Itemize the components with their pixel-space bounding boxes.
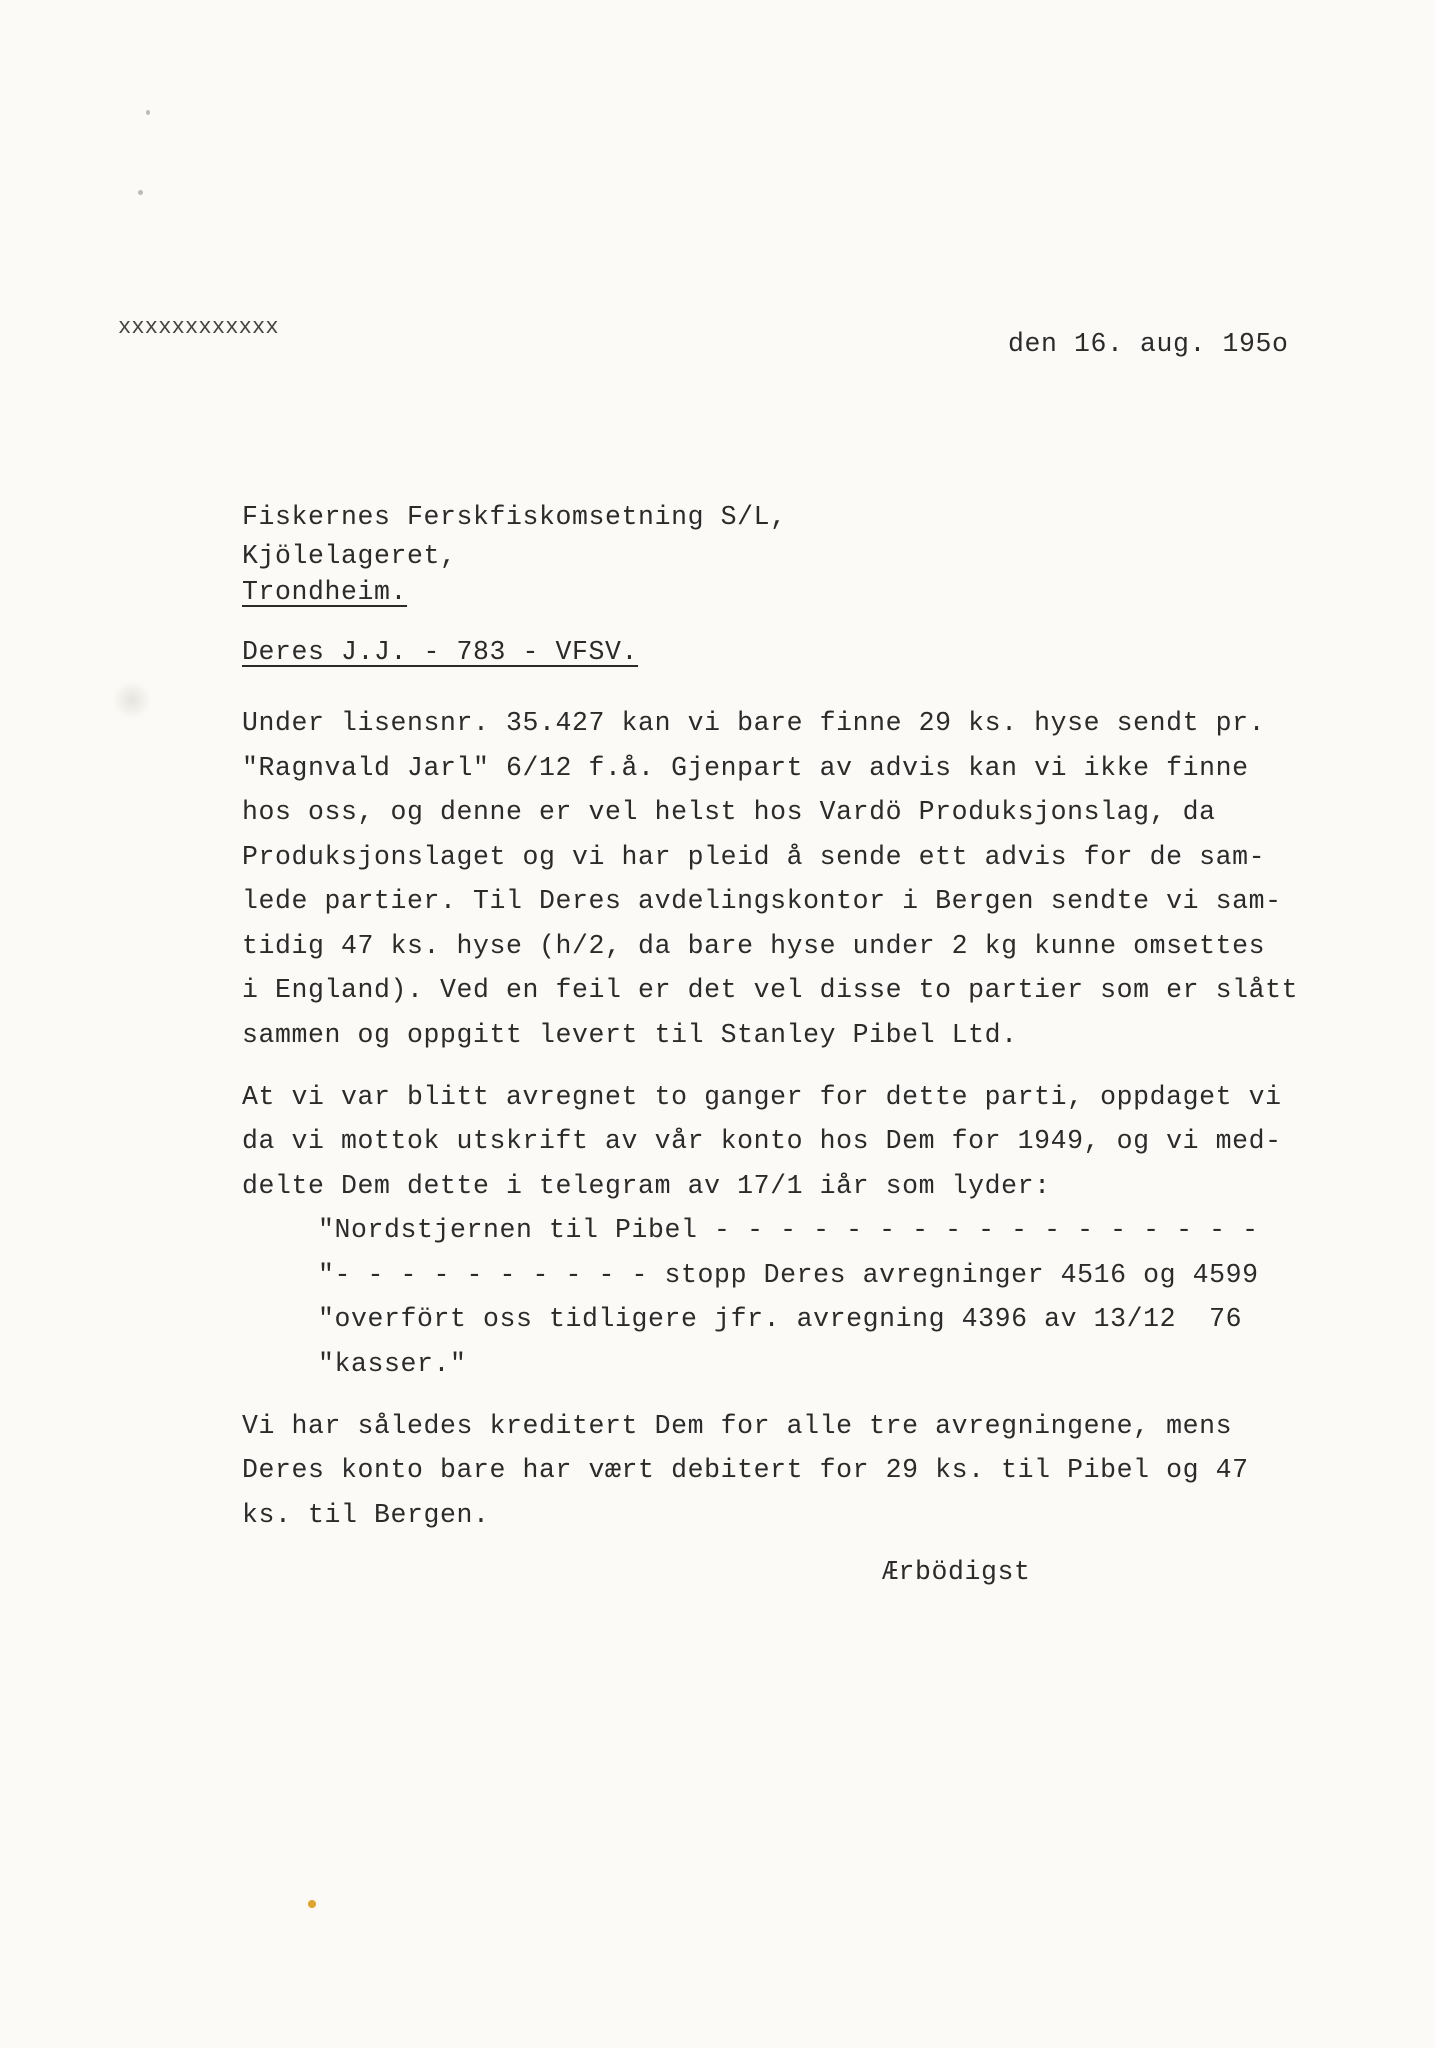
letter-date: den 16. aug. 195o [1008, 329, 1289, 359]
paragraph-3-line: Deres konto bare har vært debitert for 29 ks. til Pibel og 47 [242, 1455, 1249, 1485]
paragraph-1-line: tidig 47 ks. hyse (h/2, da bare hyse under 2 kg kunne omsettes [242, 931, 1266, 961]
paper-speck [138, 190, 143, 195]
paragraph-2-line: da vi mottok utskrift av vår konto hos Dem for 1949, og vi med- [242, 1126, 1282, 1156]
paragraph-2-line: At vi var blitt avregnet to ganger for dette parti, oppdaget vi [242, 1082, 1282, 1112]
telegram-line: "Nordstjernen til Pibel - - - - - - - - - - - - - - - - - [318, 1215, 1259, 1245]
telegram-line: "overfört oss tidligere jfr. avregning 4396 av 13/12 76 [318, 1304, 1243, 1334]
ink-dot [308, 1900, 316, 1908]
paragraph-1-line: Under lisensnr. 35.427 kan vi bare finne 29 ks. hyse sendt pr. [242, 708, 1266, 738]
recipient-name: Fiskernes Ferskfiskomsetning S/L, [242, 502, 787, 532]
closing-salutation: Ærbödigst [882, 1557, 1031, 1587]
paragraph-1-line: hos oss, og denne er vel helst hos Vardö Produksjonslag, da [242, 797, 1216, 827]
paragraph-2-line: delte Dem dette i telegram av 17/1 iår som lyder: [242, 1171, 1051, 1201]
paper-smudge [112, 680, 152, 720]
paragraph-1-line: Produksjonslaget og vi har pleid å sende ett advis for de sam- [242, 842, 1266, 872]
paragraph-3-line: ks. til Bergen. [242, 1500, 490, 1530]
reference-line: Deres J.J. - 783 - VFSV. [242, 637, 639, 667]
paragraph-3-line: Vi har således kreditert Dem for alle tre avregningene, mens [242, 1411, 1233, 1441]
crossed-out-header: xxxxxxxxxxxx [118, 315, 279, 340]
recipient-department: Kjölelageret, [242, 541, 457, 571]
telegram-line: "- - - - - - - - - - stopp Deres avregninger 4516 og 4599 [318, 1260, 1259, 1290]
telegram-line: "kasser." [318, 1349, 467, 1379]
paper-speck [146, 110, 150, 115]
paragraph-1-line: i England). Ved en feil er det vel disse to partier som er slått [242, 975, 1299, 1005]
paragraph-1-line: "Ragnvald Jarl" 6/12 f.å. Gjenpart av advis kan vi ikke finne [242, 753, 1249, 783]
paragraph-1-line: lede partier. Til Deres avdelingskontor i Bergen sendte vi sam- [242, 886, 1282, 916]
paragraph-1-line: sammen og oppgitt levert til Stanley Pibel Ltd. [242, 1020, 1018, 1050]
recipient-city: Trondheim. [242, 577, 408, 607]
